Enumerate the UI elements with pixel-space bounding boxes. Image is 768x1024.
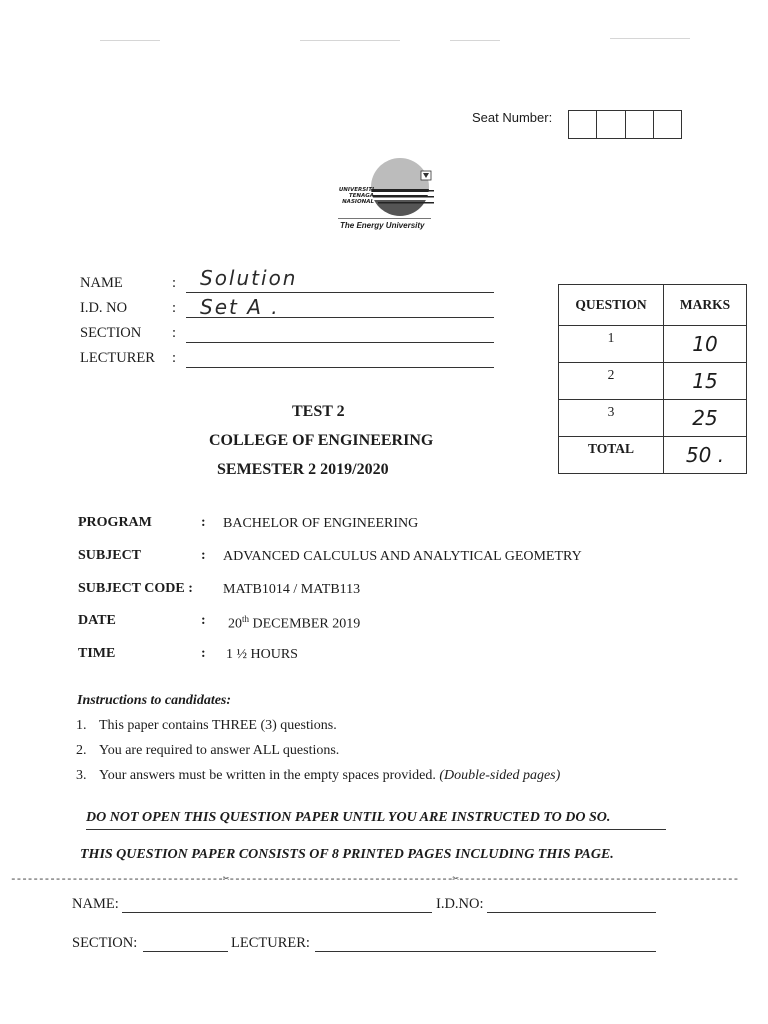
do-not-open-warning: DO NOT OPEN THIS QUESTION PAPER UNTIL YOU ARE INSTRUCTED TO DO SO.	[86, 810, 611, 825]
instructions-heading: Instructions to candidates:	[77, 693, 232, 708]
logo-name-line-1: UNIVERSITI	[338, 187, 374, 193]
instruction-item	[76, 718, 337, 734]
lecturer-colon: :	[172, 350, 177, 366]
slip-id-line[interactable]	[487, 912, 656, 913]
slip-lecturer-label: LECTURER:	[231, 935, 310, 951]
cut-dashes: ----------------------------------------	[228, 874, 453, 886]
logo-name-line-3: NASIONAL	[342, 199, 374, 205]
cut-dashes: --------------------------------------	[10, 874, 223, 886]
question-number: 3	[559, 400, 664, 437]
name-label: NAME	[80, 275, 123, 291]
cut-line	[10, 872, 739, 886]
program-colon: :	[201, 515, 206, 530]
total-label: TOTAL	[559, 437, 664, 474]
marks-column-header: MARKS	[664, 285, 747, 326]
instruction-number: 3.	[76, 768, 87, 783]
lecturer-label: LECTURER	[80, 350, 155, 366]
question-column-header: QUESTION	[559, 285, 664, 326]
university-logo-icon	[318, 155, 443, 225]
date-colon: :	[201, 613, 206, 628]
scissors-icon: ✂	[222, 874, 229, 886]
instruction-text: Your answers must be written in the empty spaces provided.	[99, 768, 436, 783]
scissors-icon: ✂	[452, 874, 459, 886]
seat-number-box[interactable]	[626, 111, 654, 138]
university-tagline: The Energy University	[340, 221, 425, 230]
lecturer-line[interactable]	[186, 367, 494, 368]
seat-number-box[interactable]	[569, 111, 597, 138]
question-marks: 15	[664, 363, 747, 400]
slip-section-line[interactable]	[143, 951, 228, 952]
instruction-item	[76, 743, 339, 759]
slip-lecturer-line[interactable]	[315, 951, 656, 952]
table-row	[559, 400, 747, 437]
marks-table-header-row	[559, 285, 747, 326]
cut-dashes: --------------------------------------------------	[458, 874, 739, 886]
instruction-number: 2.	[76, 743, 87, 758]
time-value: 1 ½ HOURS	[226, 647, 298, 662]
date-label: DATE	[78, 613, 116, 628]
question-marks: 10	[664, 326, 747, 363]
question-number: 2	[559, 363, 664, 400]
date-value: 20th DECEMBER 2019	[228, 614, 361, 632]
name-handwritten-value: Solution	[200, 266, 298, 290]
seat-number-boxes[interactable]	[568, 110, 682, 139]
instruction-note: (Double-sided pages)	[439, 768, 561, 783]
section-label: SECTION	[80, 325, 142, 341]
total-row	[559, 437, 747, 474]
subject-label: SUBJECT	[78, 548, 142, 563]
program-value: BACHELOR OF ENGINEERING	[223, 516, 419, 531]
seat-number-box[interactable]	[654, 111, 681, 138]
section-colon: :	[172, 325, 177, 341]
program-label: PROGRAM	[78, 515, 152, 530]
subject-value: ADVANCED CALCULUS AND ANALYTICAL GEOMETRY	[223, 549, 582, 564]
test-title: TEST 2	[292, 403, 345, 420]
time-label: TIME	[78, 646, 116, 661]
slip-name-line[interactable]	[122, 912, 432, 913]
table-row	[559, 363, 747, 400]
total-marks: 50 .	[664, 437, 747, 474]
instruction-text: You are required to answer ALL questions.	[99, 743, 340, 758]
page-count-notice: THIS QUESTION PAPER CONSISTS OF 8 PRINTED PAGES INCLUDING THIS PAGE.	[80, 847, 614, 862]
id-no-colon: :	[172, 300, 177, 316]
id-no-handwritten-value: Set A .	[200, 295, 280, 319]
table-row	[559, 326, 747, 363]
marks-table	[558, 284, 747, 474]
instruction-text: This paper contains THREE (3) questions.	[99, 718, 337, 733]
college-title: COLLEGE OF ENGINEERING	[209, 432, 434, 449]
time-colon: :	[201, 646, 206, 661]
logo-name-line-2: TENAGA	[348, 193, 374, 199]
subject-code-label: SUBJECT CODE :	[78, 581, 193, 596]
seat-number-box[interactable]	[597, 111, 625, 138]
section-line[interactable]	[186, 342, 494, 343]
subject-code-value: MATB1014 / MATB113	[223, 582, 361, 597]
id-no-label: I.D. NO	[80, 300, 128, 316]
question-marks: 25	[664, 400, 747, 437]
slip-id-label: I.D.NO:	[436, 896, 484, 912]
seat-number-label: Seat Number:	[472, 110, 553, 125]
instruction-number: 1.	[76, 718, 87, 733]
name-line[interactable]	[186, 292, 494, 293]
subject-colon: :	[201, 548, 206, 563]
warning-underline	[86, 829, 666, 830]
instruction-item	[76, 768, 560, 784]
name-colon: :	[172, 275, 177, 291]
question-number: 1	[559, 326, 664, 363]
slip-section-label: SECTION:	[72, 935, 138, 951]
slip-name-label: NAME:	[72, 896, 119, 912]
semester-title: SEMESTER 2 2019/2020	[217, 461, 389, 478]
